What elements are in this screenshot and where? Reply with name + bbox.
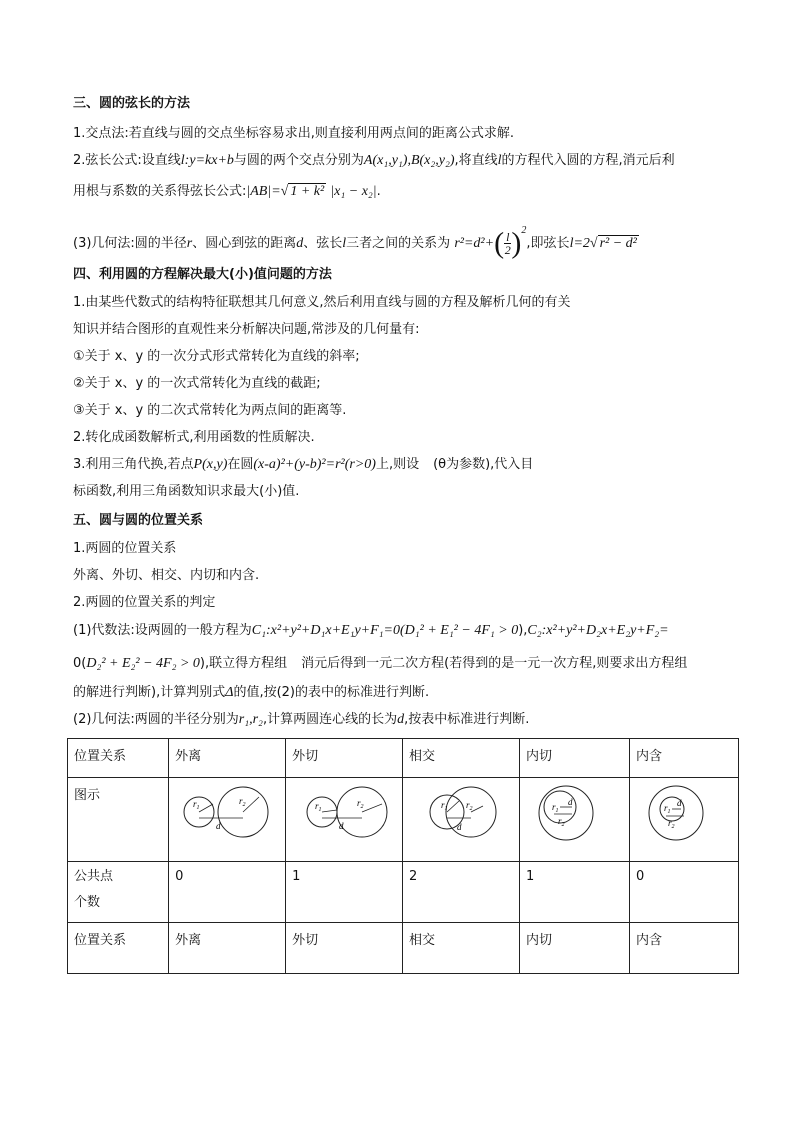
var-d: d (397, 712, 405, 727)
cell-label: 个数 (74, 895, 101, 910)
text: 在圆 (227, 457, 254, 472)
text: ,按表中标准进行判断. (404, 712, 530, 727)
radii: r₁,r₂ (238, 712, 263, 727)
section3-p4 (73, 222, 639, 259)
table-cell: 位置关系 (68, 923, 169, 974)
section5-p3: 2.两圆的位置关系的判定 (73, 595, 216, 610)
condition-2: D₂² + E₂² − 4F₂ > 0 (86, 656, 200, 671)
text: 上,则设 (375, 457, 420, 472)
r1-label: $r_1$ (315, 801, 322, 813)
var-d: d (296, 236, 304, 251)
text: 的解进行判断),计算判别式 (73, 685, 226, 700)
table-header: 内含 (629, 739, 738, 778)
r1-label: $r_1$ (441, 800, 448, 812)
section5-p2: 外离、外切、相交、内切和内含. (73, 568, 260, 583)
text: 3.利用三角代换,若点 (73, 457, 194, 472)
section4-title: 四、利用圆的方程解决最大(小)值问题的方法 (73, 267, 332, 282)
sqrt-content: r² − d² (599, 236, 637, 251)
table-header: 内切 (520, 739, 630, 778)
table-header: 外切 (286, 739, 403, 778)
text: ,将直线 (454, 153, 498, 168)
d-label: d (676, 798, 682, 808)
figure-intersect (403, 778, 520, 862)
table-cell: 内切 (520, 923, 630, 974)
r1-label: $r_1$ (663, 803, 671, 815)
table-cell: 0 (629, 862, 738, 923)
table-cell (68, 862, 169, 923)
section4-p8: 标函数,利用三角函数知识求最大(小)值. (73, 484, 300, 499)
d-label: d (216, 821, 221, 831)
formula: r²=d²+ (454, 236, 495, 251)
line-equation: l:y=kx+b (180, 153, 234, 168)
frac-num: l (506, 230, 510, 244)
section4-p1: 1.由某些代数式的结构特征联想其几何意义,然后利用直线与圆的方程及解析几何的有关 (73, 295, 571, 310)
var-l: l (342, 236, 347, 251)
section3-p1: 1.交点法:若直线与圆的交点坐标容易求出,则直接利用两点间的距离公式求解. (73, 126, 515, 141)
text: ,即弦长 (526, 236, 570, 251)
frac-den: 2 (504, 243, 511, 257)
formula: l=2 (569, 236, 590, 251)
section5-p6 (73, 684, 429, 702)
text: 、弦长 (303, 236, 343, 251)
text: (2)几何法:两圆的半径分别为 (73, 712, 239, 727)
section4-p3: ①关于 x、y 的一次分式形式常转化为直线的斜率; (73, 349, 360, 364)
table-cell: 0 (169, 862, 286, 923)
figure-internal-tangent (520, 778, 630, 862)
table-row (68, 862, 739, 923)
table-header: 位置关系 (68, 739, 169, 778)
text: 的方程代入圆的方程,消元后利 (501, 153, 675, 168)
table-cell: 外离 (169, 923, 286, 974)
sqrt-content: 1 + k² (290, 184, 325, 199)
d-label: d (568, 797, 573, 807)
separate-circles-diagram (175, 784, 275, 842)
table-cell: 图示 (68, 778, 169, 862)
table-cell: 外切 (286, 923, 403, 974)
r2-label: $r_2$ (558, 816, 565, 828)
circle-large (649, 786, 703, 840)
table-cell: 相交 (403, 923, 520, 974)
chord-ab: |AB|= (246, 184, 281, 199)
contain-circles-diagram (636, 784, 732, 842)
section3-p3 (73, 183, 381, 201)
text: 0( (73, 656, 87, 671)
table-cell: 内含 (629, 923, 738, 974)
section5-p7 (73, 711, 529, 729)
radius-line (199, 804, 213, 812)
text: ),联立得方程组 (199, 656, 288, 671)
circle-relation-table (67, 738, 739, 974)
circle-c2: C₂:x²+y²+D₂x+E₂y+F₂= (527, 623, 669, 638)
text: ,计算两圆连心线的长为 (262, 712, 398, 727)
section5-p4 (73, 622, 669, 640)
radius-line (362, 804, 382, 812)
text: (3)几何法:圆的半径 (73, 236, 187, 251)
table-header: 外离 (169, 739, 286, 778)
text: 三者之间的关系为 (346, 236, 451, 251)
figure-contain (629, 778, 738, 862)
text: (θ为参数),代入目 (433, 457, 534, 472)
text: 2.弦长公式:设直线 (73, 153, 181, 168)
var-r: r (186, 236, 193, 251)
circle-c1: C₁:x²+y²+D₁x+E₁y+F₁=0( (251, 623, 405, 638)
section3-p2 (73, 152, 675, 170)
text: ), (518, 623, 528, 638)
table-cell: 1 (520, 862, 630, 923)
abs-diff: |x₁ − x₂| (330, 184, 377, 199)
text: 用根与系数的关系得弦长公式: (73, 184, 247, 199)
sqrt-symbol: √ (280, 184, 289, 199)
table-row (68, 739, 739, 778)
intersection-points: A(x₁,y₁),B(x₂,y₂) (363, 153, 455, 168)
d-label: d (339, 821, 344, 831)
table-header: 相交 (403, 739, 520, 778)
section5-title: 五、圆与圆的位置关系 (73, 513, 204, 528)
tangent-circles-diagram (292, 784, 392, 842)
circle-large (539, 786, 593, 840)
cell-label: 公共点 (74, 869, 114, 884)
figure-separate (169, 778, 286, 862)
intersect-circles-diagram (409, 784, 509, 842)
radius-line (471, 806, 483, 812)
section5-p5 (73, 655, 687, 673)
section4-p2: 知识并结合图形的直观性来分析解决问题,常涉及的几何量有: (73, 322, 420, 337)
r2-label: $r_2$ (357, 798, 364, 810)
section4-p7 (73, 456, 533, 474)
left-paren: ( (494, 226, 505, 260)
condition-1: D₁² + E₁² − 4F₁ > 0 (404, 623, 519, 638)
r2-label: $r_2$ (466, 800, 473, 812)
table-row (68, 778, 739, 862)
radius-line (447, 801, 459, 812)
sqrt-symbol: √ (589, 236, 598, 251)
exponent: 2 (521, 225, 527, 236)
section4-p5: ③关于 x、y 的二次式常转化为两点间的距离等. (73, 403, 347, 418)
r1-label: $r_1$ (552, 802, 559, 814)
r1-label: $r_1$ (193, 799, 200, 811)
r2-label: $r_2$ (239, 796, 246, 808)
discriminant: Δ (225, 685, 234, 700)
text: (1)代数法:设两圆的一般方程为 (73, 623, 252, 638)
right-paren: ) (511, 226, 522, 260)
section3-title: 三、圆的弦长的方法 (73, 96, 191, 111)
text: 、圆心到弦的距离 (192, 236, 297, 251)
figure-external-tangent (286, 778, 403, 862)
line-l: l (497, 153, 502, 168)
radius-line (322, 810, 337, 812)
r2-label: $r_2$ (667, 818, 675, 830)
section4-p6: 2.转化成函数解析式,利用函数的性质解决. (73, 430, 315, 445)
table-cell: 2 (403, 862, 520, 923)
text: 消元后得到一元二次方程(若得到的是一元一次方程,则要求出方程组 (301, 656, 688, 671)
text: 与圆的两个交点分别为 (233, 153, 364, 168)
section4-p4: ②关于 x、y 的一次式常转化为直线的截距; (73, 376, 321, 391)
table-row (68, 923, 739, 974)
table-cell: 1 (286, 862, 403, 923)
text: 的值,按(2)的表中的标准进行判断. (233, 685, 430, 700)
point-p: P(x,y) (193, 457, 228, 472)
d-label: d (457, 822, 462, 832)
text: . (376, 184, 381, 199)
section5-p1: 1.两圆的位置关系 (73, 541, 177, 556)
circle-equation: (x-a)²+(y-b)²=r²(r>0) (253, 457, 376, 472)
internal-tangent-circles-diagram (526, 784, 622, 842)
